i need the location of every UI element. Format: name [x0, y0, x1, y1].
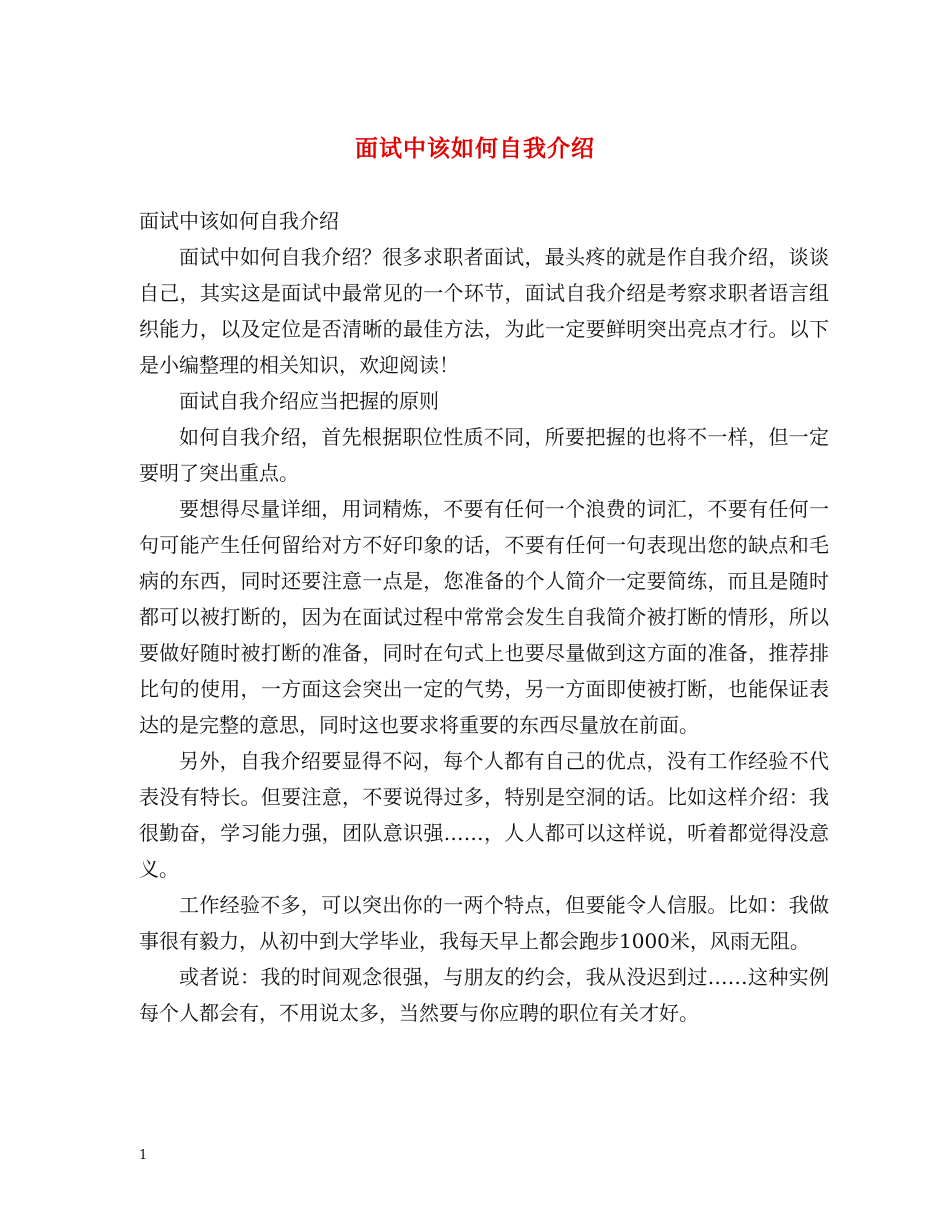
paragraph: 另外，自我介绍要显得不闷，每个人都有自己的优点，没有工作经验不代表没有特长。但要注意，不要说得过多，特别是空洞的话。比如这样介绍：我很勤奋，学习能力强，团队意识强……，人人都可以这样说，听着都觉得没意义。 [139, 749, 829, 881]
page-number: 1 [139, 1148, 148, 1163]
paragraph: 或者说：我的时间观念很强，与朋友的约会，我从没迟到过……这种实例每个人都会有，不用说太多，当然要与你应聘的职位有关才好。 [139, 965, 829, 1025]
paragraph: 如何自我介绍，首先根据职位性质不同，所要把握的也将不一样，但一定要明了突出重点。 [139, 425, 829, 485]
document-title: 面试中该如何自我介绍 [355, 135, 595, 162]
paragraph: 工作经验不多，可以突出你的一两个特点，但要能令人信服。比如：我做事很有毅力，从初中到大学毕业，我每天早上都会跑步1000米，风雨无阻。 [139, 893, 829, 953]
paragraph-section-heading: 面试自我介绍应当把握的原则 [179, 389, 439, 413]
document-body [139, 203, 829, 1031]
paragraph-subtitle: 面试中该如何自我介绍 [139, 209, 339, 233]
paragraph: 要想得尽量详细，用词精炼，不要有任何一个浪费的词汇，不要有任何一句可能产生任何留给对方不好印象的话，不要有任何一句表现出您的缺点和毛病的东西，同时还要注意一点是，您准备的个人简介一定要简练，而且是随时都可以被打断的，因为在面试过程中常常会发生自我简介被打断的情形，所以要做好随时被打断的准备，同时在句式上也要尽量做到这方面的准备，推荐排比句的使用，一方面这会突出一定的气势，另一方面即使被打断，也能保证表达的是完整的意思，同时这也要求将重要的东西尽量放在前面。 [139, 497, 829, 737]
paragraph-intro: 面试中如何自我介绍？很多求职者面试，最头疼的就是作自我介绍，谈谈自己，其实这是面试中最常见的一个环节，面试自我介绍是考察求职者语言组织能力，以及定位是否清晰的最佳方法，为此一定要鲜明突出亮点才行。以下是小编整理的相关知识，欢迎阅读！ [139, 245, 829, 377]
